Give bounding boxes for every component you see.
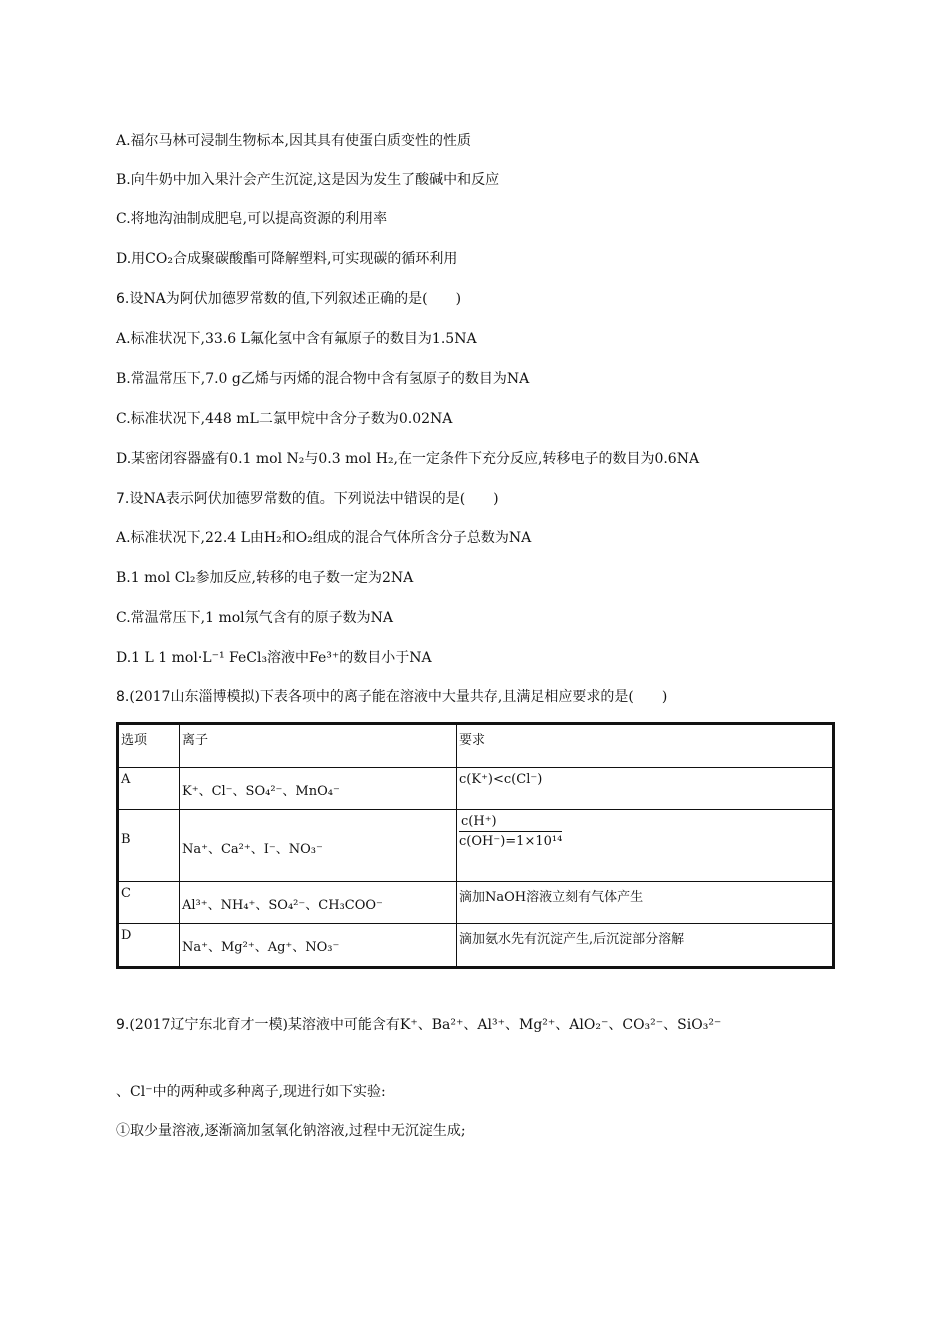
row-ions-text: Na⁺、Mg²⁺、Ag⁺、NO₃⁻ [182, 940, 340, 955]
q6-stem [116, 290, 461, 308]
q6-option-c: C.标准状况下,448 mL二氯甲烷中含分子数为0.02NA [116, 411, 453, 427]
row-ions [180, 924, 457, 968]
q5-option-b: B.向牛奶中加入果汁会产生沉淀,这是因为发生了酸碱中和反应 [116, 172, 500, 188]
q7-option-b: B.1 mol Cl₂参加反应,转移的电子数一定为2NA [116, 570, 414, 586]
q9-stem-continued: 、Cl⁻中的两种或多种离子,现进行如下实验: [116, 1084, 386, 1100]
q7-stem [116, 490, 499, 508]
header-requirement: 要求 [457, 724, 834, 768]
row-ions [180, 882, 457, 924]
row-ions-text: Na⁺、Ca²⁺、I⁻、NO₃⁻ [182, 842, 323, 857]
q9-number: 9. [116, 1017, 130, 1033]
q5-option-d: D.用CO₂合成聚碳酸酯可降解塑料,可实现碳的循环利用 [116, 251, 458, 267]
q7-option-d: D.1 L 1 mol·L⁻¹ FeCl₃溶液中Fe³⁺的数目小于NA [116, 650, 432, 666]
q7-option-a: A.标准状况下,22.4 L由H₂和O₂组成的混合气体所含分子总数为NA [116, 530, 532, 546]
row-ions [180, 768, 457, 810]
row-option: A [118, 768, 180, 810]
row-requirement: 滴加NaOH溶液立刻有气体产生 [457, 882, 834, 924]
q7-option-c: C.常温常压下,1 mol氖气含有的原子数为NA [116, 610, 394, 626]
q6-stem-text: 设NA为阿伏加德罗常数的值,下列叙述正确的是( ) [129, 291, 462, 307]
q6-option-b: B.常温常压下,7.0 g乙烯与丙烯的混合物中含有氢原子的数目为NA [116, 371, 530, 387]
ratio-value: =1×10¹⁴ [505, 834, 563, 849]
row-requirement [457, 810, 834, 882]
table-row [118, 924, 834, 968]
q8-stem-text: (2017山东淄博模拟)下表各项中的离子能在溶液中大量共存,且满足相应要求的是( ) [129, 689, 668, 705]
q5-option-c: C.将地沟油制成肥皂,可以提高资源的利用率 [116, 211, 388, 227]
table-header-row [118, 724, 834, 768]
row-option: D [118, 924, 180, 968]
q6-option-a: A.标准状况下,33.6 L氟化氢中含有氟原子的数目为1.5NA [116, 331, 477, 347]
header-option: 选项 [118, 724, 180, 768]
q6-option-d: D.某密闭容器盛有0.1 mol N₂与0.3 mol H₂,在一定条件下充分反应,转移电子的数目为0.6NA [116, 451, 700, 467]
row-ions-text: Al³⁺、NH₄⁺、SO₄²⁻、CH₃COO⁻ [182, 898, 383, 913]
q9-stem [116, 1016, 721, 1034]
q7-number: 7. [116, 491, 130, 507]
header-ions: 离子 [180, 724, 457, 768]
denominator-text: c(OH⁻) [459, 834, 506, 849]
row-option: C [118, 882, 180, 924]
q5-option-a: A.福尔马林可浸制生物标本,因其具有使蛋白质变性的性质 [116, 133, 472, 149]
q8-stem [116, 688, 667, 706]
row-ions-text: K⁺、Cl⁻、SO₄²⁻、MnO₄⁻ [182, 784, 340, 799]
q8-number: 8. [116, 689, 130, 705]
row-requirement: c(K⁺)<c(Cl⁻) [457, 768, 834, 810]
q9-step-1: ①取少量溶液,逐渐滴加氢氧化钠溶液,过程中无沉淀生成; [116, 1123, 466, 1139]
ratio-fraction [459, 814, 562, 849]
q9-stem-text: (2017辽宁东北育才一模)某溶液中可能含有K⁺、Ba²⁺、Al³⁺、Mg²⁺、AlO₂⁻、CO₃²⁻、SiO₃²⁻ [129, 1017, 722, 1033]
ion-table [116, 722, 835, 969]
fraction-denominator [459, 832, 562, 849]
q7-stem-text: 设NA表示阿伏加德罗常数的值。下列说法中错误的是( ) [129, 491, 499, 507]
row-ions [180, 810, 457, 882]
row-option [118, 810, 180, 882]
table-row [118, 882, 834, 924]
table-row [118, 810, 834, 882]
table-row [118, 768, 834, 810]
q6-number: 6. [116, 291, 130, 307]
fraction-numerator: c(H⁺) [459, 814, 562, 832]
row-requirement: 滴加氨水先有沉淀产生,后沉淀部分溶解 [457, 924, 834, 968]
row-option-text: B [121, 832, 131, 847]
